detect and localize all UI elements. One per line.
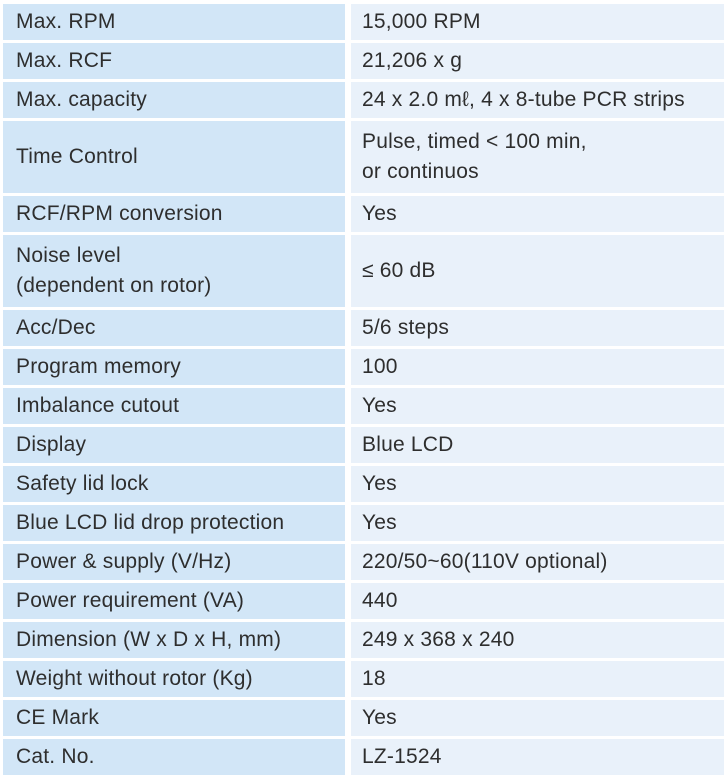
spec-label-cell (3, 121, 345, 193)
spec-label-text: Power & supply (V/Hz) (16, 550, 232, 573)
spec-value-text: ≤ 60 dB (362, 259, 436, 282)
spec-row (3, 427, 724, 463)
spec-label-text: Blue LCD lid drop protection (16, 511, 285, 534)
spec-value-cell (351, 43, 724, 79)
spec-label-cell (3, 43, 345, 79)
spec-label-text: Time Control (16, 145, 138, 168)
spec-row (3, 466, 724, 502)
spec-value-cell (351, 505, 724, 541)
spec-value-cell (351, 466, 724, 502)
spec-value-text: 15,000 RPM (362, 10, 481, 33)
spec-row (3, 196, 724, 232)
spec-label-cell (3, 196, 345, 232)
spec-value-cell (351, 196, 724, 232)
spec-row (3, 622, 724, 658)
spec-value-cell (351, 310, 724, 346)
spec-label-text: Weight without rotor (Kg) (16, 667, 253, 690)
spec-label-text: Max. RPM (16, 10, 116, 33)
spec-value-text: Yes (362, 202, 397, 225)
spec-value-cell (351, 700, 724, 736)
spec-label-cell (3, 427, 345, 463)
spec-row (3, 388, 724, 424)
spec-row (3, 4, 724, 40)
spec-value-cell (351, 4, 724, 40)
spec-label-cell (3, 349, 345, 385)
spec-row (3, 583, 724, 619)
spec-label-text: CE Mark (16, 706, 100, 729)
spec-value-cell (351, 622, 724, 658)
spec-label-cell (3, 661, 345, 697)
spec-value-text: 249 x 368 x 240 (362, 628, 515, 651)
spec-label-text: Safety lid lock (16, 472, 149, 495)
spec-row (3, 349, 724, 385)
spec-value-cell (351, 661, 724, 697)
spec-label-cell (3, 505, 345, 541)
spec-value-cell (351, 349, 724, 385)
spec-label-cell (3, 583, 345, 619)
spec-value-text: 21,206 x g (362, 49, 463, 72)
spec-value-text: Yes (362, 472, 397, 495)
spec-row (3, 544, 724, 580)
spec-value-text: 5/6 steps (362, 316, 450, 339)
spec-value-text: 220/50~60(110V optional) (362, 550, 608, 573)
spec-row (3, 700, 724, 736)
spec-label-cell (3, 544, 345, 580)
spec-label-text: Program memory (16, 355, 181, 378)
spec-value-text: 440 (362, 589, 398, 612)
spec-value-text: 18 (362, 667, 386, 690)
spec-row (3, 505, 724, 541)
spec-row (3, 661, 724, 697)
spec-label-cell (3, 622, 345, 658)
spec-row (3, 235, 724, 307)
spec-value-cell (351, 739, 724, 775)
spec-row (3, 739, 724, 775)
spec-label-text: Dimension (W x D x H, mm) (16, 628, 282, 651)
spec-label-text: Display (16, 433, 87, 456)
spec-value-text: Yes (362, 511, 397, 534)
spec-value-cell (351, 121, 724, 193)
spec-label-text: Cat. No. (16, 745, 95, 768)
spec-value-text: LZ-1524 (362, 745, 442, 768)
spec-label-text: Imbalance cutout (16, 394, 180, 417)
spec-row (3, 82, 724, 118)
spec-value-text: Yes (362, 706, 397, 729)
spec-label-text: Max. RCF (16, 49, 113, 72)
spec-label-text: Power requirement (VA) (16, 589, 245, 612)
spec-value-cell (351, 427, 724, 463)
spec-value-cell (351, 544, 724, 580)
spec-value-text: 24 x 2.0 mℓ, 4 x 8-tube PCR strips (362, 88, 685, 111)
spec-row (3, 43, 724, 79)
spec-value-text: or continuos (362, 160, 479, 183)
spec-label-text: Max. capacity (16, 88, 147, 111)
spec-label-text: RCF/RPM conversion (16, 202, 223, 225)
spec-label-text: (dependent on rotor) (16, 274, 212, 297)
spec-value-cell (351, 235, 724, 307)
spec-value-text: Yes (362, 394, 397, 417)
spec-value-cell (351, 388, 724, 424)
spec-label-cell (3, 700, 345, 736)
spec-row (3, 310, 724, 346)
spec-label-cell (3, 235, 345, 307)
spec-label-text: Acc/Dec (16, 316, 96, 339)
spec-row (3, 121, 724, 193)
spec-label-cell (3, 82, 345, 118)
spec-label-cell (3, 4, 345, 40)
spec-label-cell (3, 466, 345, 502)
spec-value-text: Pulse, timed < 100 min, (362, 130, 587, 153)
spec-value-cell (351, 583, 724, 619)
spec-label-cell (3, 310, 345, 346)
spec-label-cell (3, 388, 345, 424)
spec-label-cell (3, 739, 345, 775)
spec-value-text: Blue LCD (362, 433, 454, 456)
spec-label-text: Noise level (16, 244, 121, 267)
spec-value-cell (351, 82, 724, 118)
spec-value-text: 100 (362, 355, 398, 378)
